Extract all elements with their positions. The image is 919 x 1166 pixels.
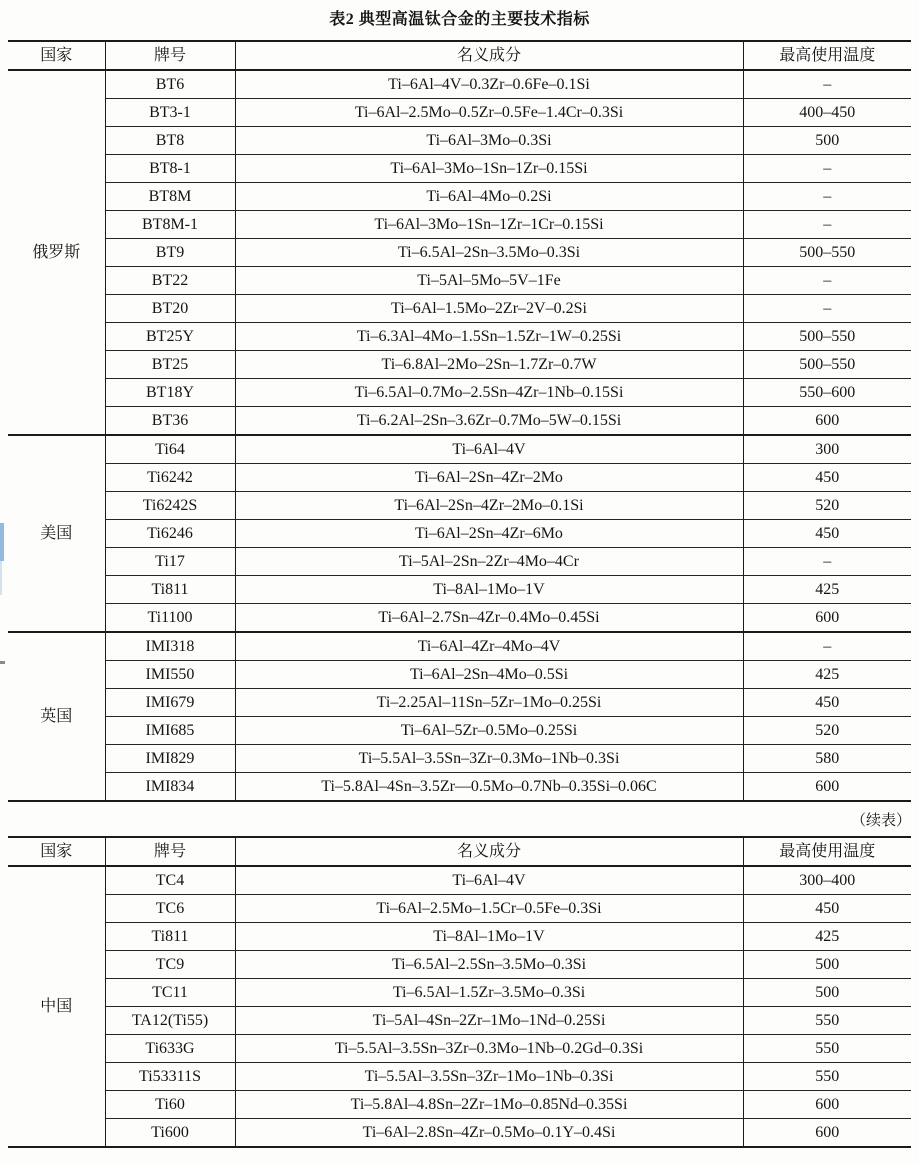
grade-cell: BT8M-1: [105, 211, 235, 239]
grade-cell: IMI318: [105, 632, 235, 661]
grade-cell: Ti6246: [105, 520, 235, 548]
temperature-cell: 425: [743, 576, 911, 604]
scan-artifact-blue-faint: [0, 561, 2, 595]
grade-cell: IMI679: [105, 689, 235, 717]
grade-cell: BT25Y: [105, 323, 235, 351]
temperature-cell: –: [743, 548, 911, 576]
temperature-cell: 550: [743, 1035, 911, 1063]
table-row: [8, 435, 911, 464]
grade-cell: Ti1100: [105, 604, 235, 633]
temperature-cell: 600: [743, 1091, 911, 1119]
temperature-cell: 600: [743, 604, 911, 633]
table-row: [8, 211, 911, 239]
table-row: [8, 295, 911, 323]
table-row: [8, 866, 911, 895]
column-header-country: 国家: [40, 843, 73, 860]
country-cell: 美国: [40, 525, 73, 542]
temperature-cell: 500: [743, 979, 911, 1007]
composition-cell: Ti–6.5Al–1.5Zr–3.5Mo–0.3Si: [235, 979, 743, 1007]
table-row: [8, 951, 911, 979]
table-row: [8, 1007, 911, 1035]
composition-cell: Ti–5Al–5Mo–5V–1Fe: [235, 267, 743, 295]
temperature-cell: –: [743, 295, 911, 323]
grade-cell: Ti17: [105, 548, 235, 576]
composition-cell: Ti–6Al–2.8Sn–4Zr–0.5Mo–0.1Y–0.4Si: [235, 1119, 743, 1148]
composition-cell: Ti–6Al–2.7Sn–4Zr–0.4Mo–0.45Si: [235, 604, 743, 633]
composition-cell: Ti–6Al–4V: [235, 866, 743, 895]
grade-cell: Ti6242: [105, 464, 235, 492]
header-row: [8, 41, 911, 70]
column-header-composition: 名义成分: [235, 41, 743, 70]
composition-cell: Ti–5.5Al–3.5Sn–3Zr–1Mo–1Nb–0.3Si: [235, 1063, 743, 1091]
temperature-cell: 450: [743, 895, 911, 923]
table-row: [8, 520, 911, 548]
grade-cell: Ti53311S: [105, 1063, 235, 1091]
temperature-cell: 550: [743, 1063, 911, 1091]
grade-cell: TC6: [105, 895, 235, 923]
table-row: [8, 127, 911, 155]
table-row: [8, 717, 911, 745]
temperature-cell: 550: [743, 1007, 911, 1035]
temperature-cell: 500–550: [743, 323, 911, 351]
grade-cell: BT3-1: [105, 99, 235, 127]
temperature-cell: –: [743, 183, 911, 211]
table-row: [8, 239, 911, 267]
grade-cell: BT6: [105, 70, 235, 99]
temperature-cell: 500: [743, 951, 911, 979]
composition-cell: Ti–8Al–1Mo–1V: [235, 923, 743, 951]
temperature-cell: –: [743, 632, 911, 661]
grade-cell: TC9: [105, 951, 235, 979]
grade-cell: Ti811: [105, 576, 235, 604]
table-row: [8, 155, 911, 183]
composition-cell: Ti–6.5Al–2.5Sn–3.5Mo–0.3Si: [235, 951, 743, 979]
temperature-cell: –: [743, 155, 911, 183]
temperature-cell: 500–550: [743, 351, 911, 379]
grade-cell: BT20: [105, 295, 235, 323]
grade-cell: IMI834: [105, 773, 235, 802]
grade-cell: BT8M: [105, 183, 235, 211]
composition-cell: Ti–6.5Al–0.7Mo–2.5Sn–4Zr–1Nb–0.15Si: [235, 379, 743, 407]
country-group: [8, 632, 911, 801]
temperature-cell: 500: [743, 127, 911, 155]
grade-cell: Ti60: [105, 1091, 235, 1119]
temperature-cell: –: [743, 211, 911, 239]
column-header-temperature: 最高使用温度: [743, 837, 911, 866]
table-row: [8, 1091, 911, 1119]
table-row: [8, 323, 911, 351]
composition-cell: Ti–6Al–2Sn–4Mo–0.5Si: [235, 661, 743, 689]
scan-artifact-gray: [0, 661, 5, 664]
temperature-cell: 520: [743, 492, 911, 520]
composition-cell: Ti–6Al–2Sn–4Zr–2Mo: [235, 464, 743, 492]
table-row: [8, 1035, 911, 1063]
country-group: [8, 435, 911, 632]
grade-cell: IMI829: [105, 745, 235, 773]
grade-cell: BT18Y: [105, 379, 235, 407]
temperature-cell: 500–550: [743, 239, 911, 267]
grade-cell: Ti633G: [105, 1035, 235, 1063]
temperature-cell: –: [743, 70, 911, 99]
temperature-cell: 425: [743, 923, 911, 951]
temperature-cell: 450: [743, 689, 911, 717]
composition-cell: Ti–6Al–3Mo–0.3Si: [235, 127, 743, 155]
table-title: 表2 典型高温钛合金的主要技术指标: [329, 11, 590, 28]
table-row: [8, 689, 911, 717]
composition-cell: Ti–5.5Al–3.5Sn–3Zr–0.3Mo–1Nb–0.3Si: [235, 745, 743, 773]
grade-cell: TC11: [105, 979, 235, 1007]
table-row: [8, 661, 911, 689]
table-row: [8, 895, 911, 923]
composition-cell: Ti–6.8Al–2Mo–2Sn–1.7Zr–0.7W: [235, 351, 743, 379]
column-header-grade: 牌号: [105, 837, 235, 866]
temperature-cell: 300–400: [743, 866, 911, 895]
composition-cell: Ti–5.8Al–4Sn–3.5Zr––0.5Mo–0.7Nb–0.35Si–0.06C: [235, 773, 743, 802]
grade-cell: BT8: [105, 127, 235, 155]
grade-cell: BT25: [105, 351, 235, 379]
temperature-cell: 580: [743, 745, 911, 773]
composition-cell: Ti–6Al–4Mo–0.2Si: [235, 183, 743, 211]
composition-cell: Ti–6Al–2.5Mo–1.5Cr–0.5Fe–0.3Si: [235, 895, 743, 923]
country-group: [8, 866, 911, 1147]
country-cell: 中国: [40, 998, 73, 1015]
table-row: [8, 464, 911, 492]
composition-cell: Ti–5Al–2Sn–2Zr–4Mo–4Cr: [235, 548, 743, 576]
table-row: [8, 979, 911, 1007]
composition-cell: Ti–6.3Al–4Mo–1.5Sn–1.5Zr–1W–0.25Si: [235, 323, 743, 351]
table-row: [8, 351, 911, 379]
grade-cell: TA12(Ti55): [105, 1007, 235, 1035]
table-row: [8, 745, 911, 773]
table-row: [8, 70, 911, 99]
temperature-cell: 450: [743, 464, 911, 492]
grade-cell: Ti64: [105, 435, 235, 464]
composition-cell: Ti–5Al–4Sn–2Zr–1Mo–1Nd–0.25Si: [235, 1007, 743, 1035]
table-row: [8, 773, 911, 802]
column-header-composition: 名义成分: [235, 837, 743, 866]
table-row: [8, 1119, 911, 1148]
table-row: [8, 604, 911, 633]
table-row: [8, 576, 911, 604]
composition-cell: Ti–6Al–1.5Mo–2Zr–2V–0.2Si: [235, 295, 743, 323]
temperature-cell: 450: [743, 520, 911, 548]
composition-cell: Ti–6Al–2Sn–4Zr–6Mo: [235, 520, 743, 548]
table-row: [8, 923, 911, 951]
temperature-cell: 550–600: [743, 379, 911, 407]
alloy-table-continued: [8, 836, 911, 1148]
grade-cell: Ti811: [105, 923, 235, 951]
composition-cell: Ti–6Al–3Mo–1Sn–1Zr–0.15Si: [235, 155, 743, 183]
scan-artifact-blue: [0, 523, 4, 561]
table-row: [8, 379, 911, 407]
temperature-cell: 300: [743, 435, 911, 464]
grade-cell: BT8-1: [105, 155, 235, 183]
table-row: [8, 183, 911, 211]
column-header-temperature: 最高使用温度: [743, 41, 911, 70]
country-cell: 俄罗斯: [32, 244, 81, 261]
composition-cell: Ti–6.2Al–2Sn–3.6Zr–0.7Mo–5W–0.15Si: [235, 407, 743, 436]
table-row: [8, 548, 911, 576]
composition-cell: Ti–6Al–4V: [235, 435, 743, 464]
header-row: [8, 837, 911, 866]
grade-cell: BT22: [105, 267, 235, 295]
composition-cell: Ti–6Al–2Sn–4Zr–2Mo–0.1Si: [235, 492, 743, 520]
column-header-country: 国家: [40, 47, 73, 64]
composition-cell: Ti–6Al–5Zr–0.5Mo–0.25Si: [235, 717, 743, 745]
grade-cell: Ti6242S: [105, 492, 235, 520]
temperature-cell: 600: [743, 407, 911, 436]
grade-cell: Ti600: [105, 1119, 235, 1148]
grade-cell: IMI685: [105, 717, 235, 745]
table-row: [8, 407, 911, 436]
continued-table-label: （续表）: [850, 813, 911, 829]
grade-cell: BT9: [105, 239, 235, 267]
temperature-cell: 600: [743, 773, 911, 802]
alloy-table-main: [8, 40, 911, 802]
composition-cell: Ti–2.25Al–11Sn–5Zr–1Mo–0.25Si: [235, 689, 743, 717]
temperature-cell: 520: [743, 717, 911, 745]
table-row: [8, 632, 911, 661]
grade-cell: BT36: [105, 407, 235, 436]
temperature-cell: 425: [743, 661, 911, 689]
table-row: [8, 99, 911, 127]
table-row: [8, 492, 911, 520]
composition-cell: Ti–6Al–4Zr–4Mo–4V: [235, 632, 743, 661]
composition-cell: Ti–6Al–3Mo–1Sn–1Zr–1Cr–0.15Si: [235, 211, 743, 239]
composition-cell: Ti–5.8Al–4.8Sn–2Zr–1Mo–0.85Nd–0.35Si: [235, 1091, 743, 1119]
country-group: [8, 70, 911, 435]
country-cell: 英国: [40, 708, 73, 725]
temperature-cell: 400–450: [743, 99, 911, 127]
table-row: [8, 1063, 911, 1091]
composition-cell: Ti–6Al–2.5Mo–0.5Zr–0.5Fe–1.4Cr–0.3Si: [235, 99, 743, 127]
temperature-cell: –: [743, 267, 911, 295]
column-header-grade: 牌号: [105, 41, 235, 70]
composition-cell: Ti–6.5Al–2Sn–3.5Mo–0.3Si: [235, 239, 743, 267]
composition-cell: Ti–8Al–1Mo–1V: [235, 576, 743, 604]
composition-cell: Ti–5.5Al–3.5Sn–3Zr–0.3Mo–1Nb–0.2Gd–0.3Si: [235, 1035, 743, 1063]
composition-cell: Ti–6Al–4V–0.3Zr–0.6Fe–0.1Si: [235, 70, 743, 99]
temperature-cell: 600: [743, 1119, 911, 1148]
table-row: [8, 267, 911, 295]
grade-cell: IMI550: [105, 661, 235, 689]
grade-cell: TC4: [105, 866, 235, 895]
